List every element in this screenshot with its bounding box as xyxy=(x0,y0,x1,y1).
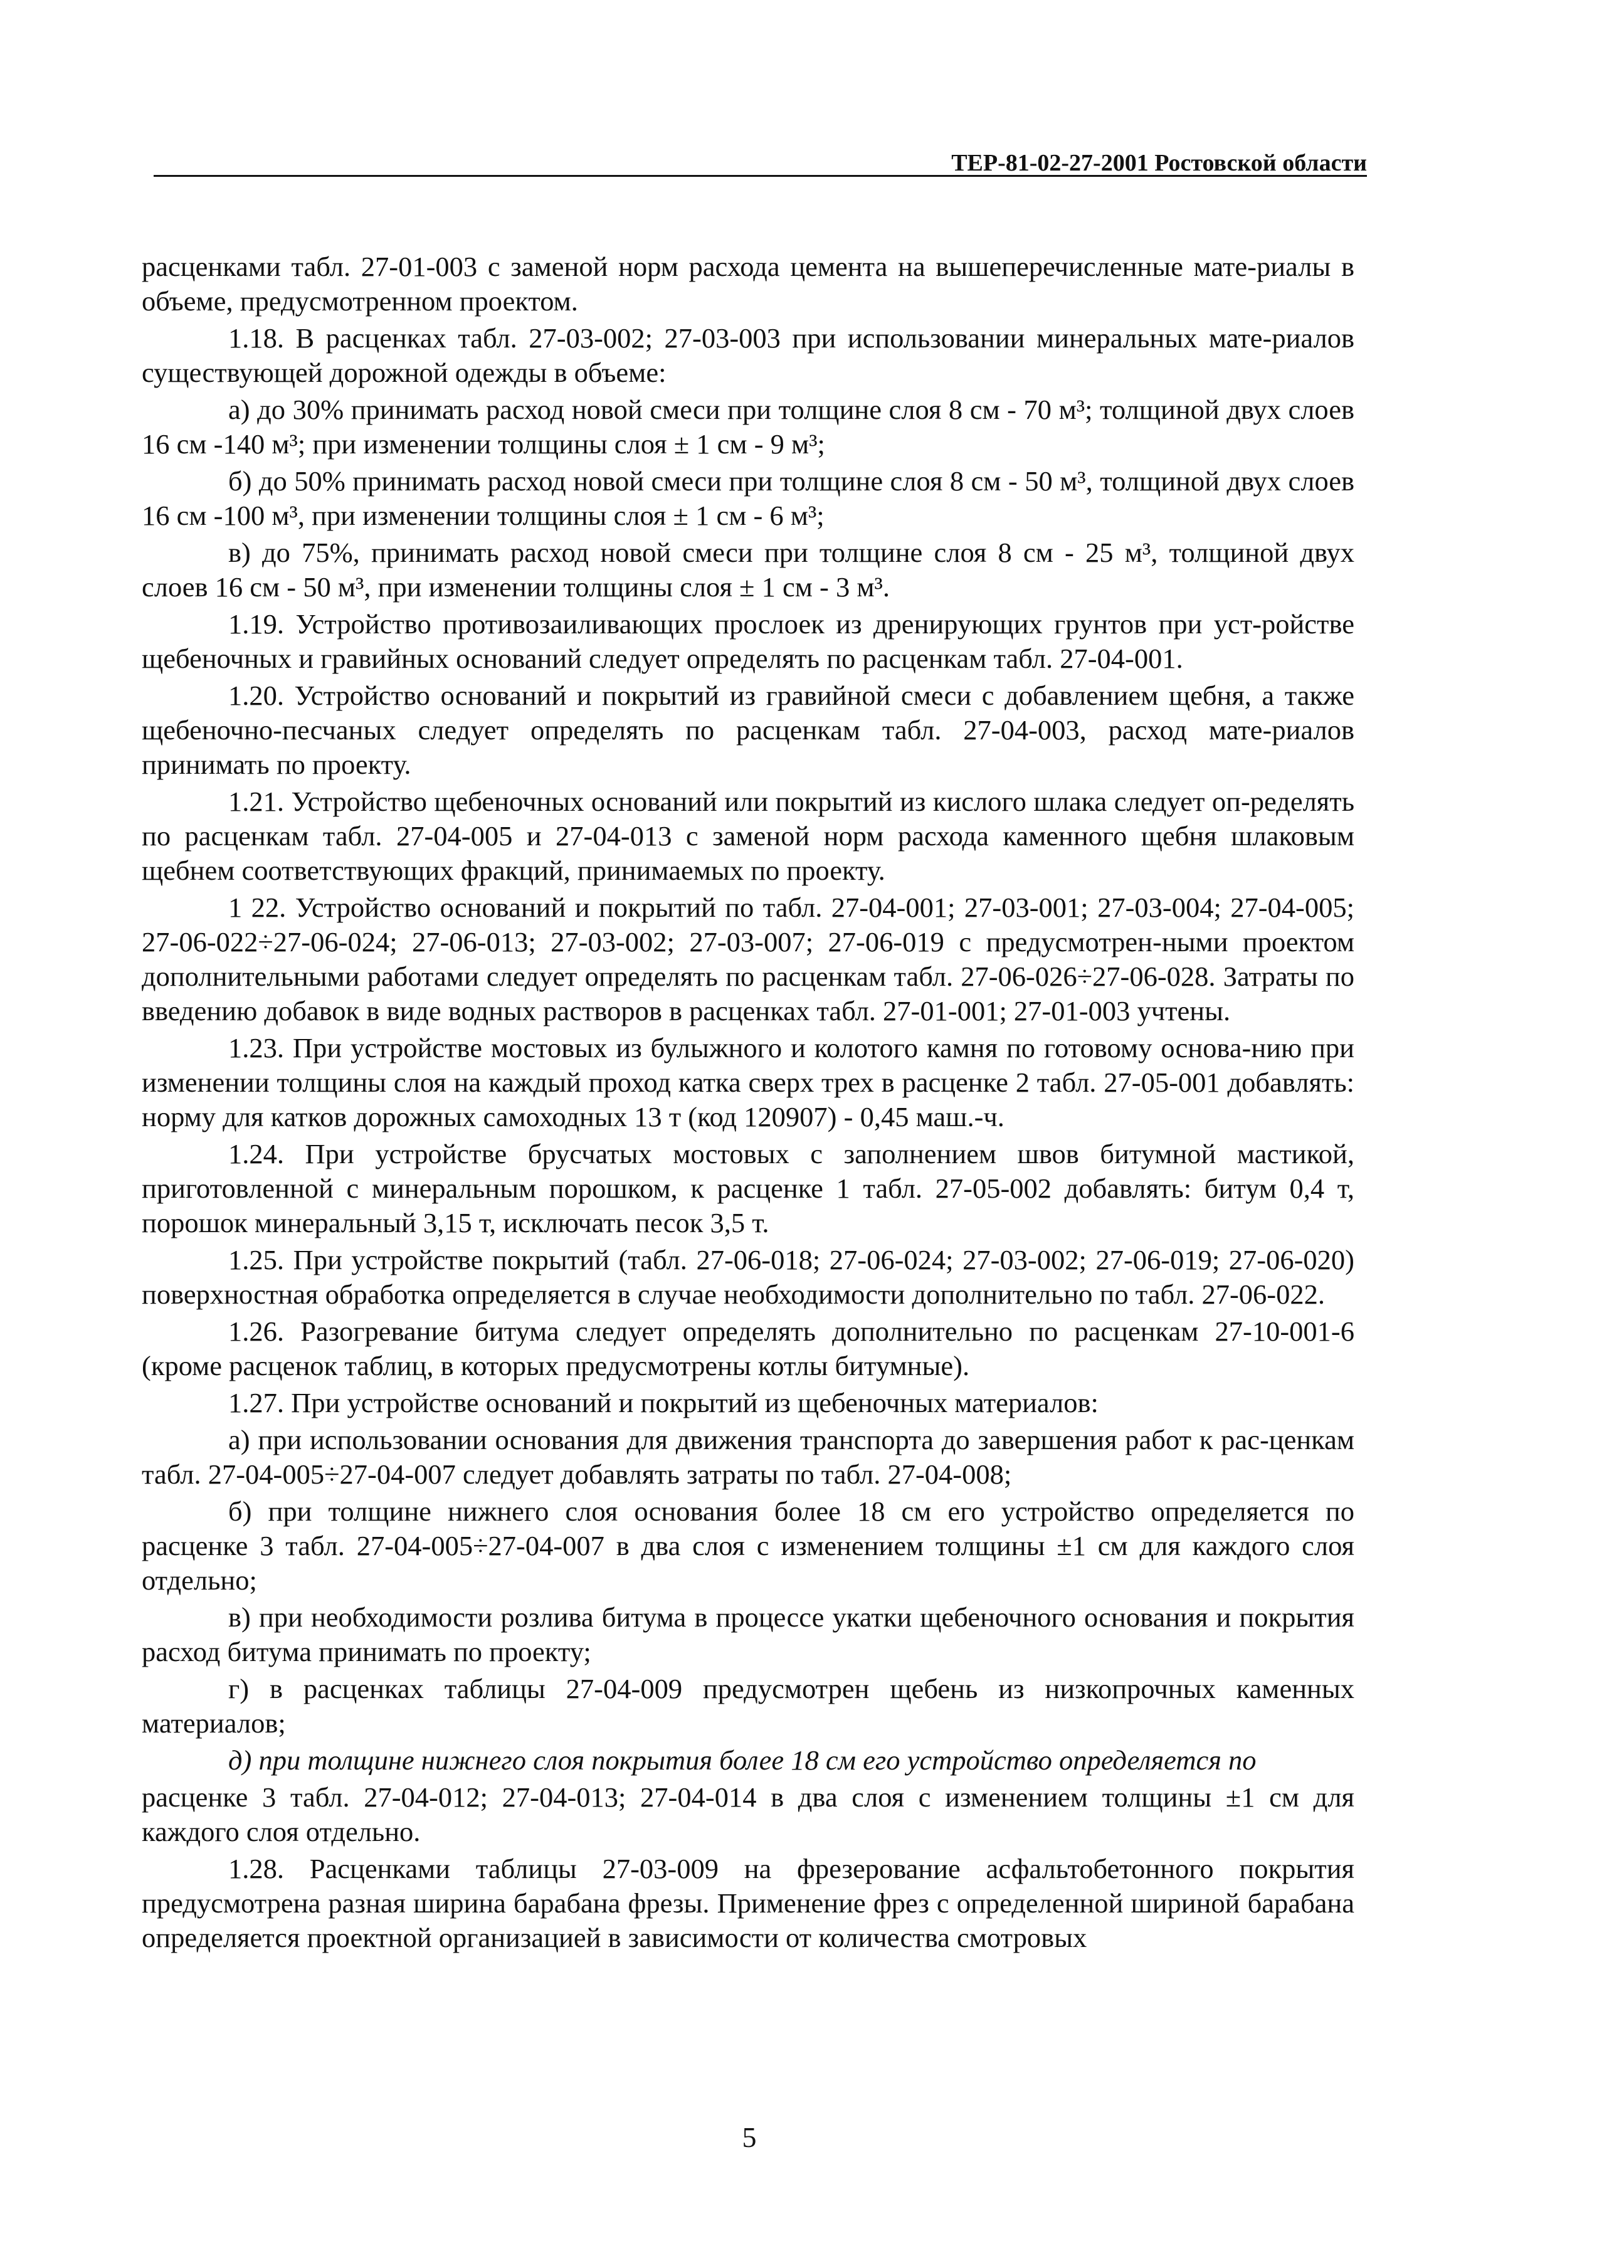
paragraph: б) при толщине нижнего слоя основания более 18 см его устройство определяется по расценке 3 табл. 27-04-005÷27-04-007 в два слоя с изменением толщины ±1 см для каждого слоя отдельно; xyxy=(142,1495,1354,1596)
paragraph: 1.28. Расценками таблицы 27-03-009 на фрезерование асфальтобетонного покрытия предусмотрена разная ширина барабана фрезы. Применение фрез с определенной шириной барабана определяется проектной организацией в зависимости от количества смотровых xyxy=(142,1853,1354,1953)
page-number: 5 xyxy=(742,2121,757,2153)
paragraph: 1.26. Разогревание битума следует определять дополнительно по расценкам 27-10-001-6 (кроме расценок таблиц, в которых предусмотрены котлы битумные). xyxy=(142,1316,1354,1381)
document-header-title: ТЕР-81-02-27-2001 Ростовской области xyxy=(951,150,1367,176)
paragraph: в) при необходимости розлива битума в процессе укатки щебеночного основания и покрытия расход битума принимать по проекту; xyxy=(142,1601,1354,1667)
paragraph: 1.18. В расценках табл. 27-03-002; 27-03-003 при использовании минеральных мате-риалов существующей дорожной одежды в объеме: xyxy=(142,322,1354,388)
paragraph: а) до 30% принимать расход новой смеси при толщине слоя 8 см - 70 м³; толщиной двух слоев 16 см -140 м³; при изменении толщины слоя ± 1 см - 9 м³; xyxy=(142,394,1354,460)
paragraph: а) при использовании основания для движения транспорта до завершения работ к рас-ценкам табл. 27-04-005÷27-04-007 следует добавлять затраты по табл. 27-04-008; xyxy=(142,1424,1354,1490)
paragraph: 1.27. При устройстве оснований и покрытий из щебеночных материалов: xyxy=(228,1387,1099,1418)
paragraph: в) до 75%, принимать расход новой смеси при толщине слоя 8 см - 25 м³, толщиной двух слоев 16 см - 50 м³, при изменении толщины слоя ± 1 см - 3 м³. xyxy=(142,537,1354,603)
paragraph: 1.25. При устройстве покрытий (табл. 27-06-018; 27-06-024; 27-03-002; 27-06-019; 27-06-020) поверхностная обработка определяется в случае необходимости дополнительно по табл. 27-06-022. xyxy=(142,1244,1354,1310)
paragraph: 1.19. Устройство противозаиливающих прослоек из дренирующих грунтов при уст-ройстве щебеночных и гравийных оснований следует определять по расценкам табл. 27-04-001. xyxy=(142,608,1354,674)
body-text xyxy=(142,250,1354,1958)
paragraph: б) до 50% принимать расход новой смеси при толщине слоя 8 см - 50 м³, толщиной двух слоев 16 см -100 м³, при изменении толщины слоя ± 1 см - 6 м³; xyxy=(142,465,1354,531)
paragraph: 1 22. Устройство оснований и покрытий по табл. 27-04-001; 27-03-001; 27-03-004; 27-04-005; 27-06-022÷27-06-024; 27-06-013; 27-03-002; 27-03-007; 27-06-019 с предусмотрен-ными проектом дополнительными работами следует определять по расценкам табл. 27-06-026÷27-06-028. Затраты по введению добавок в виде водных растворов в расценках табл. 27-01-001; 27-01-003 учтены. xyxy=(142,892,1354,1026)
paragraph: г) в расценках таблицы 27-04-009 предусмотрен щебень из низкопрочных каменных материалов; xyxy=(142,1673,1354,1739)
header-rule xyxy=(154,175,1367,177)
paragraph: расценками табл. 27-01-003 с заменой норм расхода цемента на вышеперечисленные мате-риалы в объеме, предусмотренном проектом. xyxy=(142,251,1354,317)
paragraph: 1.20. Устройство оснований и покрытий из гравийной смеси с добавлением щебня, а также щебеночно-песчаных следует определять по расценкам табл. 27-04-003, расход мате-риалов принимать по проекту. xyxy=(142,680,1354,780)
paragraph: 1.23. При устройстве мостовых из булыжного и колотого камня по готовому основа-нию при изменении толщины слоя на каждый проход катка сверх трех в расценке 2 табл. 27-05-001 добавлять: норму для катков дорожных самоходных 13 т (код 120907) - 0,45 маш.-ч. xyxy=(142,1032,1354,1132)
paragraph: д) при толщине нижнего слоя покрытия более 18 см его устройство определяется по xyxy=(228,1744,1257,1776)
paragraph: расценке 3 табл. 27-04-012; 27-04-013; 27-04-014 в два слоя с изменением толщины ±1 см для каждого слоя отдельно. xyxy=(142,1781,1354,1847)
paragraph: 1.21. Устройство щебеночных оснований или покрытий из кислого шлака следует оп-ределять по расценкам табл. 27-04-005 и 27-04-013 с заменой норм расхода каменного щебня шлаковым щебнем соответствующих фракций, принимаемых по проекту. xyxy=(142,786,1354,886)
paragraph: 1.24. При устройстве брусчатых мостовых с заполнением швов битумной мастикой, приготовленной с минеральным порошком, к расценке 1 табл. 27-05-002 добавлять: битум 0,4 т, порошок минеральный 3,15 т, исключать песок 3,5 т. xyxy=(142,1138,1354,1238)
